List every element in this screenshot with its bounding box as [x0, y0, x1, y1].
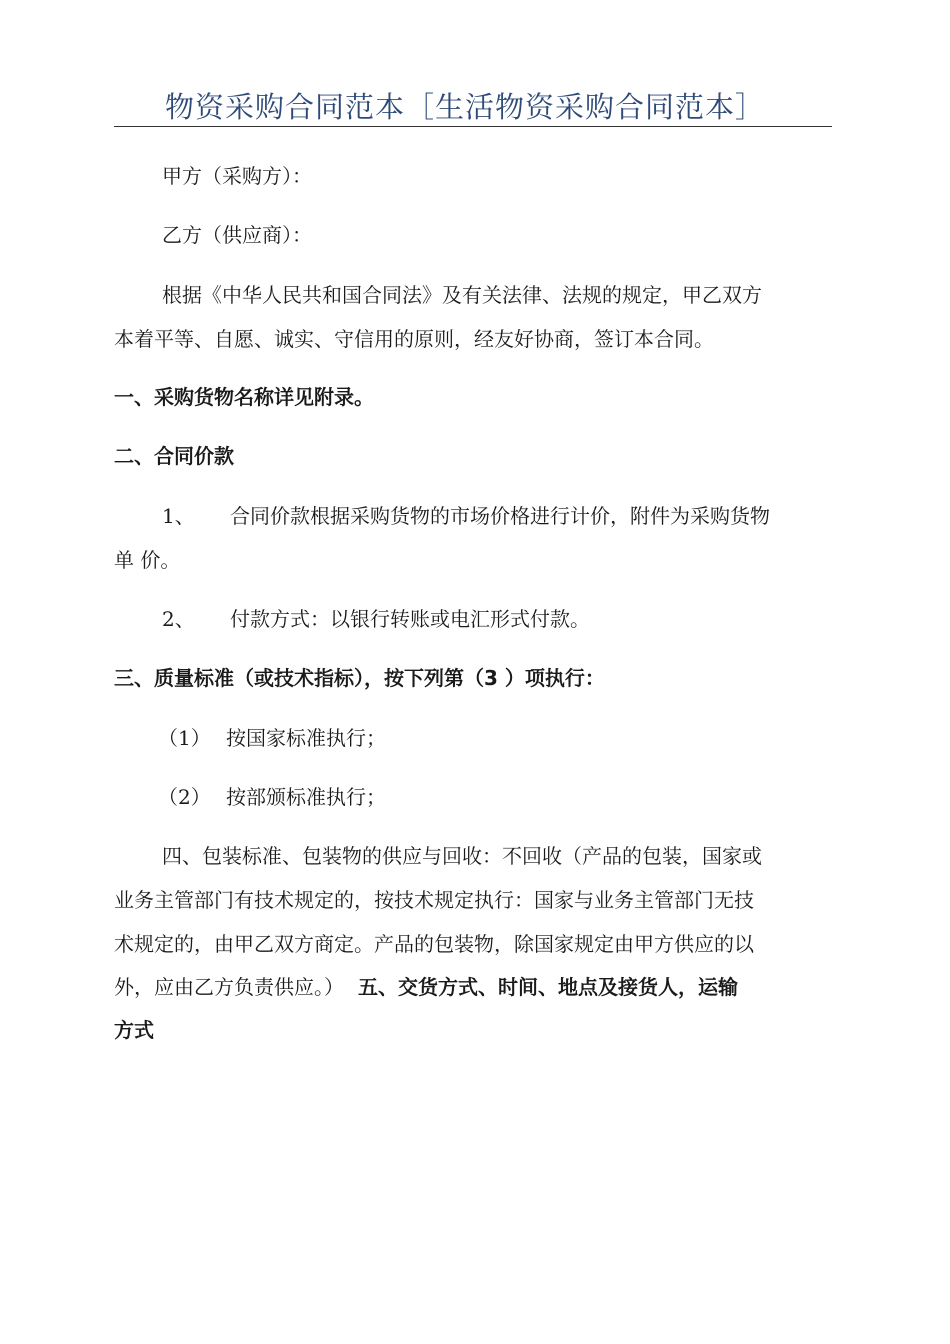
option-1-text: 按国家标准执行； [226, 726, 386, 750]
section-4-line-2: 业务主管部门有技术规定的，按技术规定执行：国家与业务主管部门无技 [114, 888, 754, 912]
section-2-heading: 二、合同价款 [114, 444, 234, 468]
page-title: 物资采购合同范本［生活物资采购合同范本］ [164, 90, 765, 124]
item-1-line-1 [114, 494, 882, 538]
option-1-number: （1） [158, 726, 211, 750]
option-2-number: （2） [158, 785, 211, 809]
option-1-line [114, 716, 878, 760]
title-underline [114, 88, 832, 127]
section-5-heading-cont: 方式 [114, 1018, 154, 1042]
item-1-text: 合同价款根据采购货物的市场价格进行计价，附件为采购货物 [230, 504, 770, 528]
section-4-tail-text: 外，应由乙方负责供应。） [114, 975, 344, 999]
item-1-number: 1、 [162, 504, 195, 528]
intro-line-1: 根据《中华人民共和国合同法》及有关法律、法规的规定，甲乙双方 [162, 283, 762, 307]
section-1-heading: 一、采购货物名称详见附录。 [114, 385, 374, 409]
section-5-heading: 五、交货方式、时间、地点及接货人，运输 [358, 975, 738, 999]
section-4-line-1: 四、包装标准、包装物的供应与回收：不回收（产品的包装，国家或 [162, 844, 762, 868]
section-3-heading: 三、质量标准（或技术指标），按下列第（3 ）项执行： [114, 666, 605, 690]
option-2-text: 按部颁标准执行； [226, 785, 386, 809]
section-4-line-3: 术规定的，由甲乙双方商定。产品的包装物，除国家规定由甲方供应的以 [114, 932, 754, 956]
option-2-line [114, 775, 878, 819]
party-b-line: 乙方（供应商）： [162, 223, 312, 247]
item-2-line [114, 597, 882, 641]
section-4-line-4 [114, 965, 834, 1009]
intro-line-2: 本着平等、自愿、诚实、守信用的原则，经友好协商，签订本合同。 [114, 327, 714, 351]
item-1-line-2: 单 价。 [114, 548, 181, 572]
party-a-line: 甲方（采购方）： [162, 164, 312, 188]
item-2-text: 付款方式：以银行转账或电汇形式付款。 [230, 607, 590, 631]
item-2-number: 2、 [162, 607, 195, 631]
